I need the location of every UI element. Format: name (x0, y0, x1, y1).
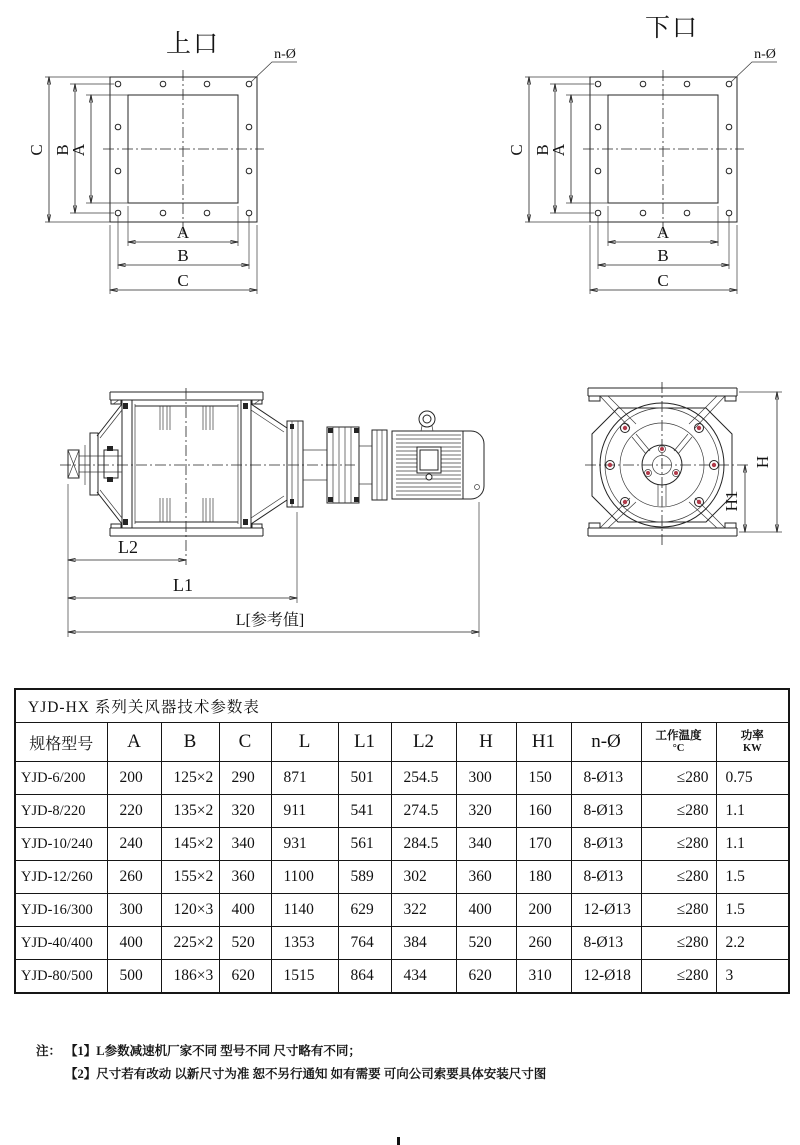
page-bottom-mark (397, 1137, 400, 1145)
column-header-power (716, 723, 789, 762)
value-cell: 520 (456, 927, 516, 960)
notes-prefix: 注： (36, 1044, 62, 1058)
value-cell: 629 (338, 894, 391, 927)
value-cell: 200 (107, 762, 161, 795)
dim-label-l-reference: L[参考值] (235, 612, 305, 629)
value-cell: 8-Ø13 (571, 828, 641, 861)
value-cell: 8-Ø13 (571, 762, 641, 795)
value-cell: 400 (456, 894, 516, 927)
value-cell: 155×2 (161, 861, 219, 894)
value-cell: 300 (107, 894, 161, 927)
value-cell: 135×2 (161, 795, 219, 828)
footnotes (36, 1040, 546, 1086)
table-row (15, 960, 789, 994)
value-cell: 300 (456, 762, 516, 795)
value-cell: 284.5 (391, 828, 456, 861)
value-cell: 1.1 (716, 795, 789, 828)
value-cell: 620 (219, 960, 271, 994)
value-cell: 160 (516, 795, 571, 828)
model-cell: YJD-80/500 (15, 960, 107, 994)
value-cell: ≤280 (641, 960, 716, 994)
dim-label-h: H (753, 455, 772, 469)
value-cell: 360 (456, 861, 516, 894)
model-cell: YJD-40/400 (15, 927, 107, 960)
value-cell: 400 (107, 927, 161, 960)
table-header-row (15, 723, 789, 762)
value-cell: 589 (338, 861, 391, 894)
value-cell: 260 (516, 927, 571, 960)
value-cell: 434 (391, 960, 456, 994)
upper-port-flange-drawing (27, 47, 297, 294)
value-cell: 120×3 (161, 894, 219, 927)
temperature-header-line2: °C (672, 742, 685, 754)
value-cell: 864 (338, 960, 391, 994)
value-cell: 500 (107, 960, 161, 994)
value-cell: 260 (107, 861, 161, 894)
value-cell: ≤280 (641, 927, 716, 960)
column-header-a: A (107, 723, 161, 762)
value-cell: 170 (516, 828, 571, 861)
value-cell: ≤280 (641, 795, 716, 828)
value-cell: ≤280 (641, 828, 716, 861)
value-cell: 3 (716, 960, 789, 994)
value-cell: 1.5 (716, 861, 789, 894)
column-header-h: H (456, 723, 516, 762)
value-cell: 2.2 (716, 927, 789, 960)
table-row (15, 762, 789, 795)
end-view-drawing (585, 382, 782, 548)
note-line: 【1】L参数减速机厂家不同 型号不同 尺寸略有不同； (65, 1044, 361, 1058)
lower-port-flange-drawing (507, 47, 777, 294)
value-cell: 180 (516, 861, 571, 894)
value-cell: 400 (219, 894, 271, 927)
upper-port-title: 上口 (166, 31, 221, 58)
value-cell: 8-Ø13 (571, 795, 641, 828)
value-cell: 12-Ø18 (571, 960, 641, 994)
value-cell: 8-Ø13 (571, 861, 641, 894)
note-line: 【2】尺寸若有改动 以新尺寸为准 恕不另行通知 如有需要 可向公司索要具体安装尺寸图 (65, 1067, 547, 1081)
value-cell: 320 (456, 795, 516, 828)
value-cell: 274.5 (391, 795, 456, 828)
value-cell: 764 (338, 927, 391, 960)
value-cell: 125×2 (161, 762, 219, 795)
table-row (15, 894, 789, 927)
dim-label-l1: L1 (173, 575, 193, 595)
table-row (15, 927, 789, 960)
value-cell: 501 (338, 762, 391, 795)
value-cell: 1100 (271, 861, 338, 894)
value-cell: 186×3 (161, 960, 219, 994)
value-cell: 340 (219, 828, 271, 861)
table-row (15, 795, 789, 828)
column-header-model: 规格型号 (15, 723, 107, 762)
value-cell: 340 (456, 828, 516, 861)
value-cell: 12-Ø13 (571, 894, 641, 927)
dim-label-h1: H1 (722, 490, 741, 512)
parameter-table (14, 688, 790, 994)
power-header-line1: 功率 (740, 730, 764, 743)
model-cell: YJD-10/240 (15, 828, 107, 861)
value-cell: 620 (456, 960, 516, 994)
value-cell: 1353 (271, 927, 338, 960)
value-cell: ≤280 (641, 894, 716, 927)
model-cell: YJD-16/300 (15, 894, 107, 927)
value-cell: 360 (219, 861, 271, 894)
table-row (15, 861, 789, 894)
value-cell: 1.5 (716, 894, 789, 927)
table-title-row (15, 689, 789, 723)
value-cell: 1515 (271, 960, 338, 994)
value-cell: 8-Ø13 (571, 927, 641, 960)
value-cell: 322 (391, 894, 456, 927)
column-header-l2: L2 (391, 723, 456, 762)
value-cell: 931 (271, 828, 338, 861)
column-header-temperature (641, 723, 716, 762)
column-header-b: B (161, 723, 219, 762)
temperature-header-line1: 工作温度 (655, 730, 702, 743)
column-header-c: C (219, 723, 271, 762)
value-cell: 302 (391, 861, 456, 894)
value-cell: 520 (219, 927, 271, 960)
value-cell: 0.75 (716, 762, 789, 795)
model-cell: YJD-12/260 (15, 861, 107, 894)
column-header-l: L (271, 723, 338, 762)
value-cell: 290 (219, 762, 271, 795)
value-cell: 561 (338, 828, 391, 861)
value-cell: 240 (107, 828, 161, 861)
value-cell: 871 (271, 762, 338, 795)
value-cell: 541 (338, 795, 391, 828)
value-cell: 220 (107, 795, 161, 828)
table-title: YJD-HX 系列关风器技术参数表 (15, 689, 789, 723)
value-cell: 911 (271, 795, 338, 828)
lower-port-title: 下口 (645, 15, 700, 42)
value-cell: 1.1 (716, 828, 789, 861)
power-header-line2: KW (742, 742, 762, 754)
column-header-l1: L1 (338, 723, 391, 762)
value-cell: 384 (391, 927, 456, 960)
value-cell: 1140 (271, 894, 338, 927)
model-cell: YJD-8/220 (15, 795, 107, 828)
column-header-bolts: n-Ø (571, 723, 641, 762)
model-cell: YJD-6/200 (15, 762, 107, 795)
value-cell: 225×2 (161, 927, 219, 960)
side-view-drawing (60, 388, 484, 637)
table-row (15, 828, 789, 861)
value-cell: 200 (516, 894, 571, 927)
dim-label-l2: L2 (118, 537, 138, 557)
value-cell: ≤280 (641, 762, 716, 795)
column-header-h1: H1 (516, 723, 571, 762)
value-cell: 145×2 (161, 828, 219, 861)
value-cell: 320 (219, 795, 271, 828)
value-cell: 254.5 (391, 762, 456, 795)
table-body (15, 762, 789, 994)
value-cell: 150 (516, 762, 571, 795)
value-cell: 310 (516, 960, 571, 994)
value-cell: ≤280 (641, 861, 716, 894)
